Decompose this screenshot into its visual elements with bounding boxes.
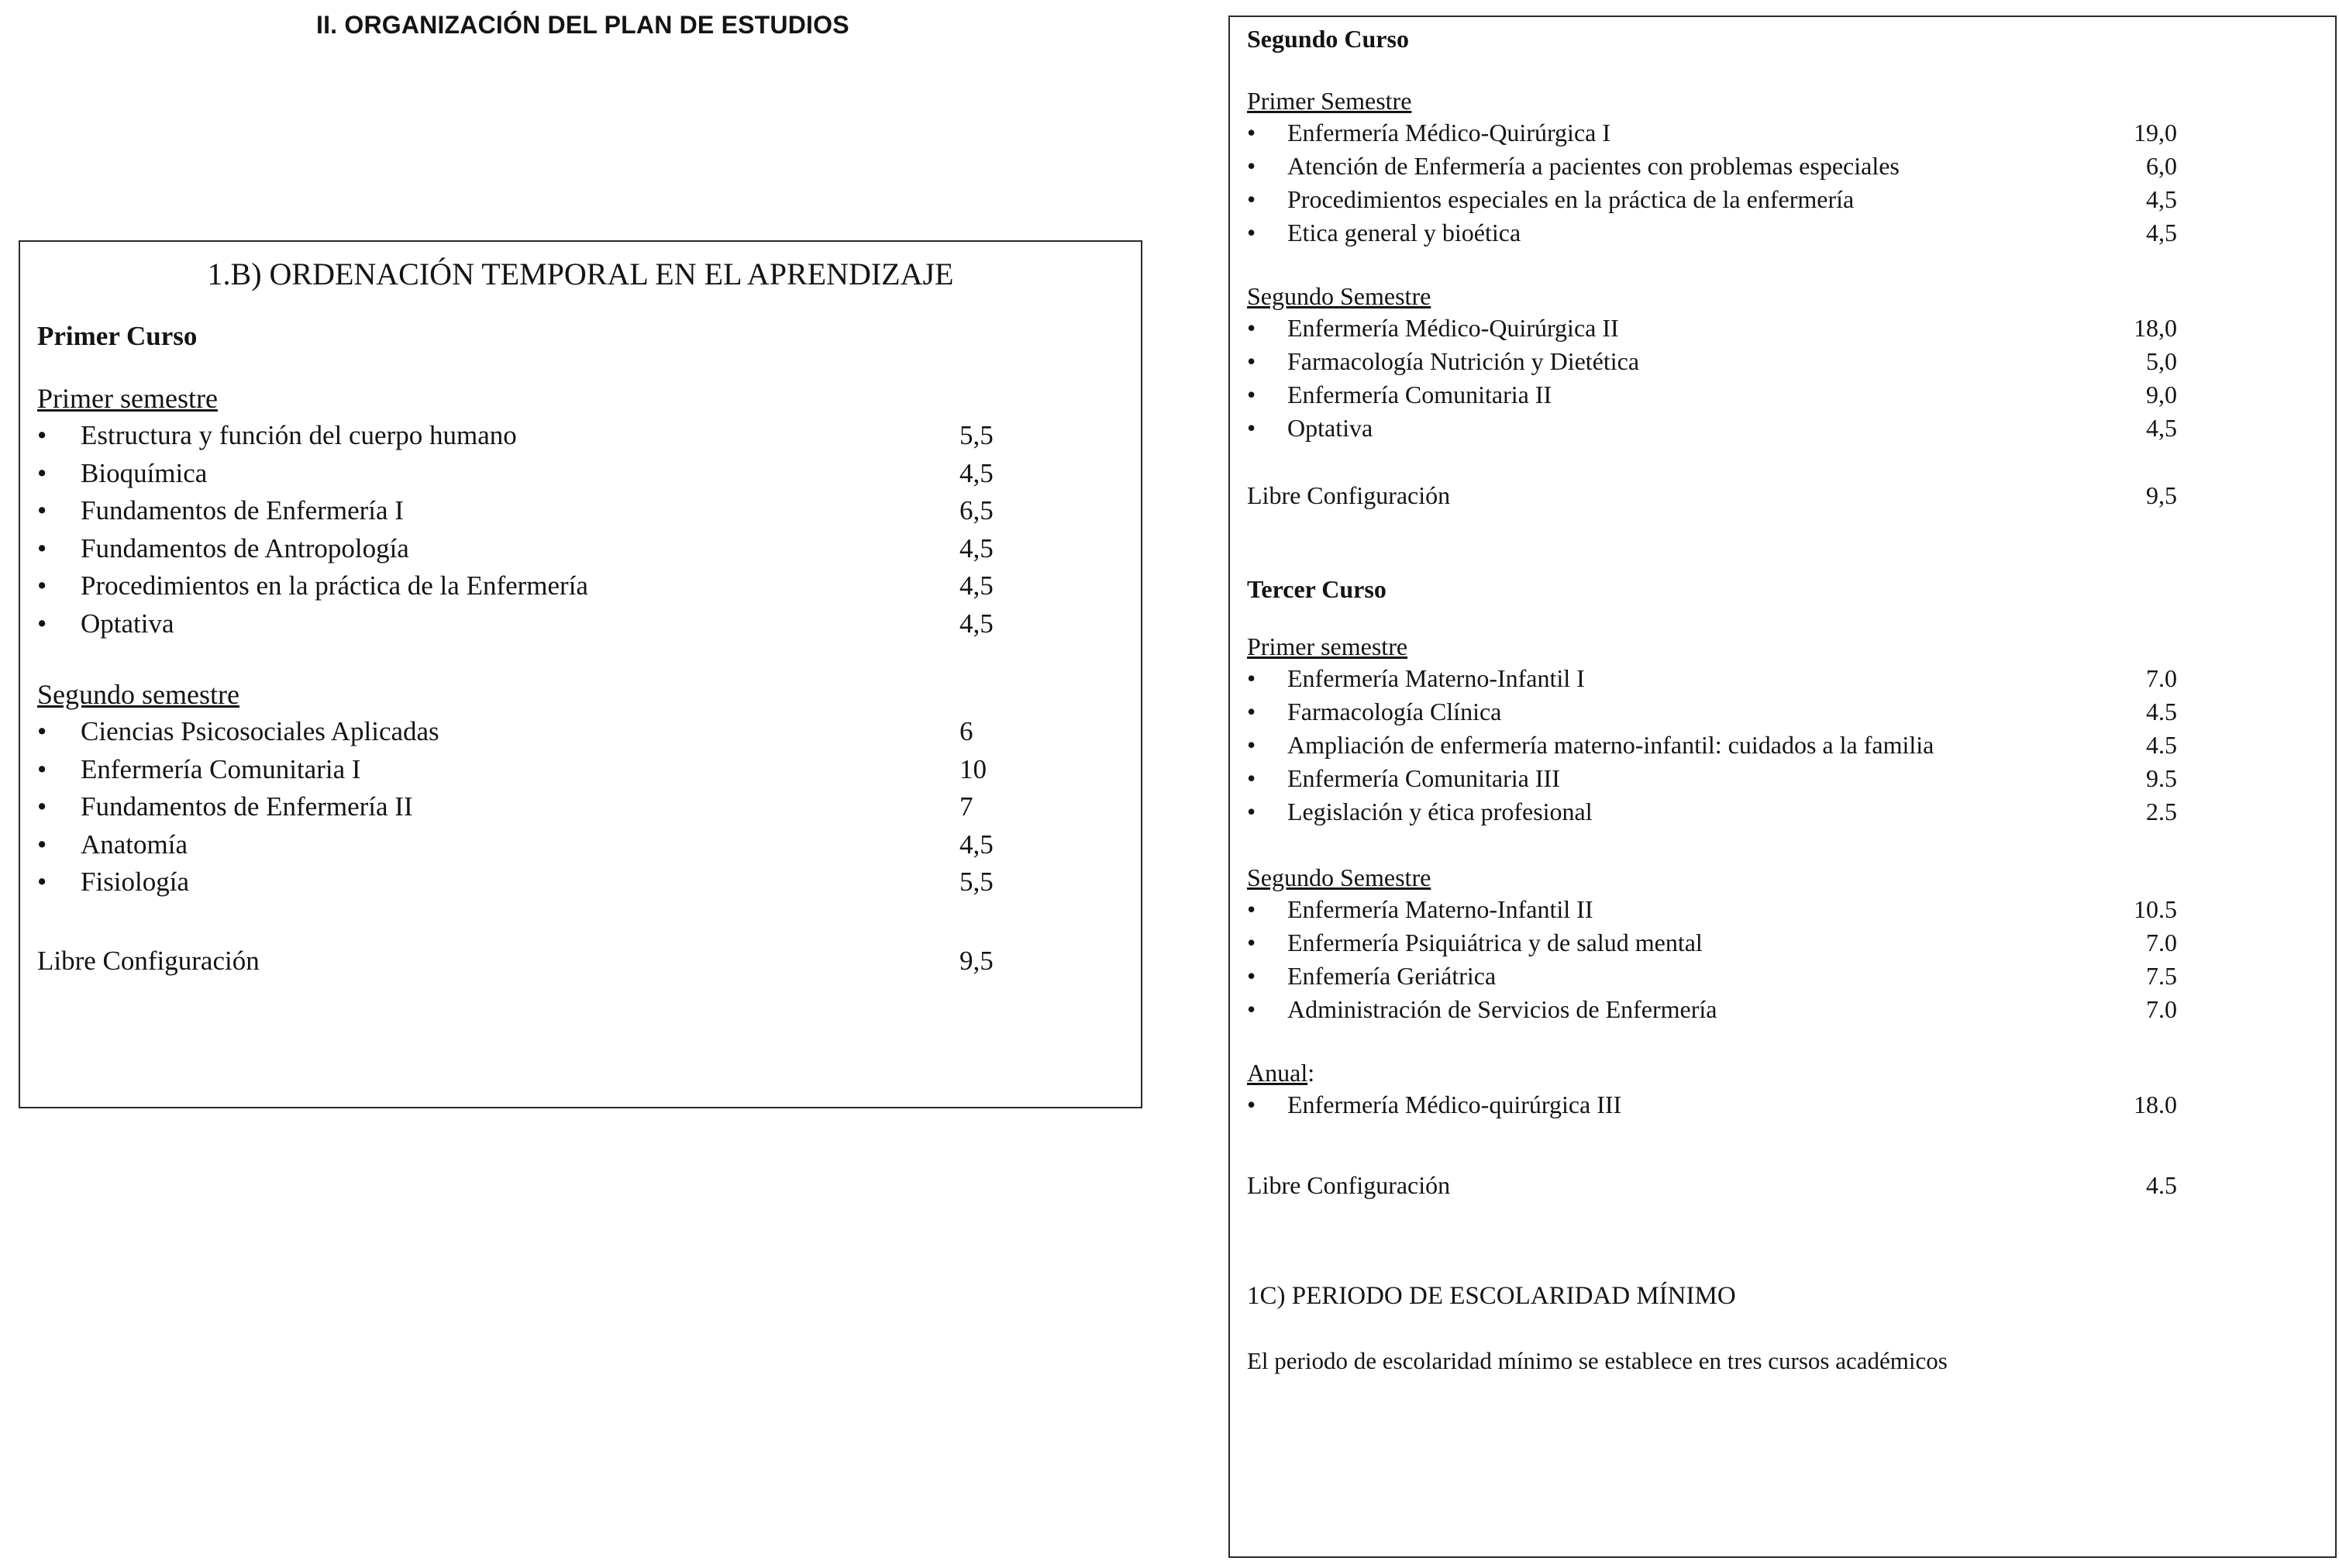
section-text-periodo-escolaridad: El periodo de escolaridad mínimo se establece en tres cursos académicos xyxy=(1247,1347,1948,1374)
subject-name: Enfermería Materno-Infantil II xyxy=(1287,895,1593,923)
subject-row xyxy=(1247,183,2177,216)
semester-title: Segundo semestre xyxy=(37,679,239,710)
subject-credits: 4,5 xyxy=(959,570,994,601)
annual-title xyxy=(1247,1057,2177,1088)
libre-label: Libre Configuración xyxy=(37,946,260,976)
libre-credits: 9,5 xyxy=(2146,481,2177,509)
subject-credits: 4,5 xyxy=(959,829,994,860)
semester-title: Primer semestre xyxy=(37,383,218,414)
bullet-icon: • xyxy=(1247,929,1256,956)
subject-credits: 4,5 xyxy=(959,608,994,639)
subject-name: Enfermería Comunitaria II xyxy=(1287,381,1552,408)
annual-block xyxy=(1247,1057,2177,1122)
subject-list xyxy=(1247,116,2177,250)
bullet-icon: • xyxy=(37,867,47,897)
subject-row xyxy=(37,713,998,751)
bullet-icon: • xyxy=(1247,698,1256,725)
segundo-tercer-curso-box xyxy=(1228,16,2337,1558)
semester-block xyxy=(1247,85,2177,250)
subject-credits: 7.0 xyxy=(2146,664,2177,692)
bullet-icon: • xyxy=(1247,731,1256,759)
subject-credits: 5,0 xyxy=(2146,347,2177,375)
subject-row xyxy=(37,788,998,826)
bullet-icon: • xyxy=(1247,895,1256,923)
subject-credits: 18,0 xyxy=(2134,314,2177,342)
subject-credits: 2.5 xyxy=(2146,798,2177,825)
subject-name: Enfermería Médico-Quirúrgica I xyxy=(1287,119,1610,146)
subject-name: Farmacología Clínica xyxy=(1287,698,1502,725)
semester-title: Primer semestre xyxy=(1247,632,1408,660)
bullet-icon: • xyxy=(37,457,47,488)
subject-credits: 4,5 xyxy=(2146,414,2177,442)
libre-configuracion-row xyxy=(37,943,998,980)
bullet-icon: • xyxy=(1247,119,1256,146)
subject-row xyxy=(37,567,998,605)
bullet-icon: • xyxy=(1247,1091,1256,1118)
subject-list xyxy=(1247,893,2177,1026)
subject-row xyxy=(1247,662,2177,695)
subject-name: Enfermería Comunitaria I xyxy=(81,753,361,784)
subject-name: Ciencias Psicosociales Aplicadas xyxy=(81,716,439,746)
semester-title: Segundo Semestre xyxy=(1247,282,1431,310)
section-title-ordenacion: 1.B) ORDENACIÓN TEMPORAL EN EL APRENDIZAJE xyxy=(207,257,954,291)
bullet-icon: • xyxy=(1247,219,1256,246)
subject-credits: 4,5 xyxy=(2146,185,2177,213)
semester-block xyxy=(37,676,998,901)
subject-credits: 6,0 xyxy=(2146,152,2177,180)
subject-name: Enfermería Médico-Quirúrgica II xyxy=(1287,314,1619,342)
bullet-icon: • xyxy=(37,753,47,784)
semester-block xyxy=(37,380,998,643)
bullet-icon: • xyxy=(1247,314,1256,342)
subject-row xyxy=(37,751,998,789)
subject-credits: 9,0 xyxy=(2146,381,2177,408)
semester-block xyxy=(1247,862,2177,1026)
bullet-icon: • xyxy=(37,791,47,822)
bullet-icon: • xyxy=(1247,347,1256,375)
subject-list xyxy=(1247,312,2177,445)
subject-name: Estructura y función del cuerpo humano xyxy=(81,420,517,450)
subject-name: Etica general y bioética xyxy=(1287,219,1521,246)
subject-name: Fundamentos de Enfermería I xyxy=(81,495,404,526)
subject-row xyxy=(1247,960,2177,993)
libre-label: Libre Configuración xyxy=(1247,481,1451,509)
semester-block xyxy=(1247,631,2177,829)
bullet-icon: • xyxy=(37,495,47,526)
subject-credits: 6 xyxy=(959,716,973,746)
bullet-icon: • xyxy=(1247,798,1256,825)
subject-row xyxy=(37,863,998,901)
bullet-icon: • xyxy=(37,608,47,639)
bullet-icon: • xyxy=(1247,764,1256,792)
subject-row xyxy=(1247,893,2177,926)
subject-name: Fundamentos de Enfermería II xyxy=(81,791,413,822)
subject-name: Fundamentos de Antropología xyxy=(81,532,409,563)
subject-credits: 5,5 xyxy=(959,867,994,897)
subject-name: Farmacología Nutrición y Dietética xyxy=(1287,347,1640,375)
subject-list xyxy=(37,417,998,643)
subject-name: Administración de Servicios de Enfermería xyxy=(1287,995,1717,1023)
subject-row xyxy=(1247,378,2177,412)
subject-name: Atención de Enfermería a pacientes con problemas especiales xyxy=(1287,152,1900,180)
section-title-periodo-escolaridad: 1C) PERIODO DE ESCOLARIDAD MÍNIMO xyxy=(1247,1282,1736,1310)
subject-row xyxy=(37,417,998,455)
subject-name: Optativa xyxy=(1287,414,1373,442)
bullet-icon: • xyxy=(37,716,47,746)
annual-colon: : xyxy=(1307,1059,1315,1087)
subject-credits: 10 xyxy=(959,753,987,784)
subject-row xyxy=(1247,729,2177,762)
subject-credits: 7.0 xyxy=(2146,995,2177,1023)
subject-credits: 4,5 xyxy=(959,532,994,563)
page-heading: II. ORGANIZACIÓN DEL PLAN DE ESTUDIOS xyxy=(316,11,849,39)
subject-credits: 4,5 xyxy=(959,457,994,488)
subject-name: Enfermería Psiquiátrica y de salud mental xyxy=(1287,929,1703,956)
bullet-icon: • xyxy=(37,829,47,860)
semester-block xyxy=(1247,281,2177,445)
subject-credits: 6,5 xyxy=(959,495,994,526)
libre-label: Libre Configuración xyxy=(1247,1171,1451,1199)
bullet-icon: • xyxy=(1247,414,1256,442)
course-title-segundo-curso: Segundo Curso xyxy=(1247,25,1409,53)
subject-credits: 18.0 xyxy=(2134,1091,2177,1118)
subject-name: Procedimientos en la práctica de la Enfermería xyxy=(81,570,588,601)
subject-row xyxy=(1247,926,2177,960)
subject-row xyxy=(1247,412,2177,445)
semester-title: Segundo Semestre xyxy=(1247,863,1431,891)
subject-row xyxy=(1247,795,2177,829)
bullet-icon: • xyxy=(1247,995,1256,1023)
libre-credits: 9,5 xyxy=(959,946,994,976)
subject-row xyxy=(1247,993,2177,1026)
bullet-icon: • xyxy=(37,420,47,450)
subject-credits: 5,5 xyxy=(959,420,994,450)
bullet-icon: • xyxy=(1247,962,1256,990)
subject-credits: 7.0 xyxy=(2146,929,2177,956)
bullet-icon: • xyxy=(1247,381,1256,408)
bullet-icon: • xyxy=(1247,664,1256,692)
subject-row xyxy=(1247,695,2177,729)
libre-configuracion-row xyxy=(1247,1169,2177,1202)
subject-row xyxy=(37,455,998,493)
subject-name: Legislación y ética profesional xyxy=(1287,798,1593,825)
subject-name: Bioquímica xyxy=(81,457,208,488)
subject-row xyxy=(1247,1088,2177,1122)
subject-credits: 9.5 xyxy=(2146,764,2177,792)
subject-name: Anatomía xyxy=(81,829,188,860)
subject-list xyxy=(37,713,998,901)
semester-title: Primer Semestre xyxy=(1247,87,1412,115)
subject-row xyxy=(37,530,998,568)
subject-row xyxy=(37,605,998,643)
subject-name: Enfermería Materno-Infantil I xyxy=(1287,664,1585,692)
bullet-icon: • xyxy=(37,532,47,563)
subject-row xyxy=(37,826,998,864)
subject-row xyxy=(1247,116,2177,150)
subject-row xyxy=(1247,150,2177,183)
subject-credits: 7.5 xyxy=(2146,962,2177,990)
subject-name: Procedimientos especiales en la práctica de la enfermería xyxy=(1287,185,1855,213)
subject-credits: 4.5 xyxy=(2146,698,2177,725)
subject-list xyxy=(1247,662,2177,829)
bullet-icon: • xyxy=(1247,185,1256,213)
libre-configuracion-row xyxy=(1247,479,2177,512)
subject-credits: 4,5 xyxy=(2146,219,2177,246)
subject-row xyxy=(37,492,998,530)
subject-name: Ampliación de enfermería materno-infantil: cuidados a la familia xyxy=(1287,731,1934,759)
annual-title-text: Anual xyxy=(1247,1059,1308,1087)
subject-row xyxy=(1247,762,2177,795)
subject-name: Optativa xyxy=(81,608,174,639)
subject-credits: 10.5 xyxy=(2134,895,2177,923)
course-title-primer-curso: Primer Curso xyxy=(37,321,198,351)
subject-name: Enfermería Médico-quirúrgica III xyxy=(1287,1091,1622,1118)
primer-curso-box xyxy=(19,240,1142,1108)
subject-name: Enfermería Comunitaria III xyxy=(1287,764,1560,792)
course-title-tercer-curso: Tercer Curso xyxy=(1247,575,1387,603)
bullet-icon: • xyxy=(1247,152,1256,180)
subject-credits: 4.5 xyxy=(2146,731,2177,759)
subject-row xyxy=(1247,345,2177,378)
subject-name: Fisiología xyxy=(81,867,190,897)
subject-row xyxy=(1247,312,2177,345)
subject-row xyxy=(1247,216,2177,250)
subject-credits: 7 xyxy=(959,791,973,822)
libre-credits: 4.5 xyxy=(2146,1171,2177,1199)
subject-credits: 19,0 xyxy=(2134,119,2177,146)
subject-name: Enfemería Geriátrica xyxy=(1287,962,1497,990)
bullet-icon: • xyxy=(37,570,47,601)
subject-list xyxy=(1247,1088,2177,1122)
